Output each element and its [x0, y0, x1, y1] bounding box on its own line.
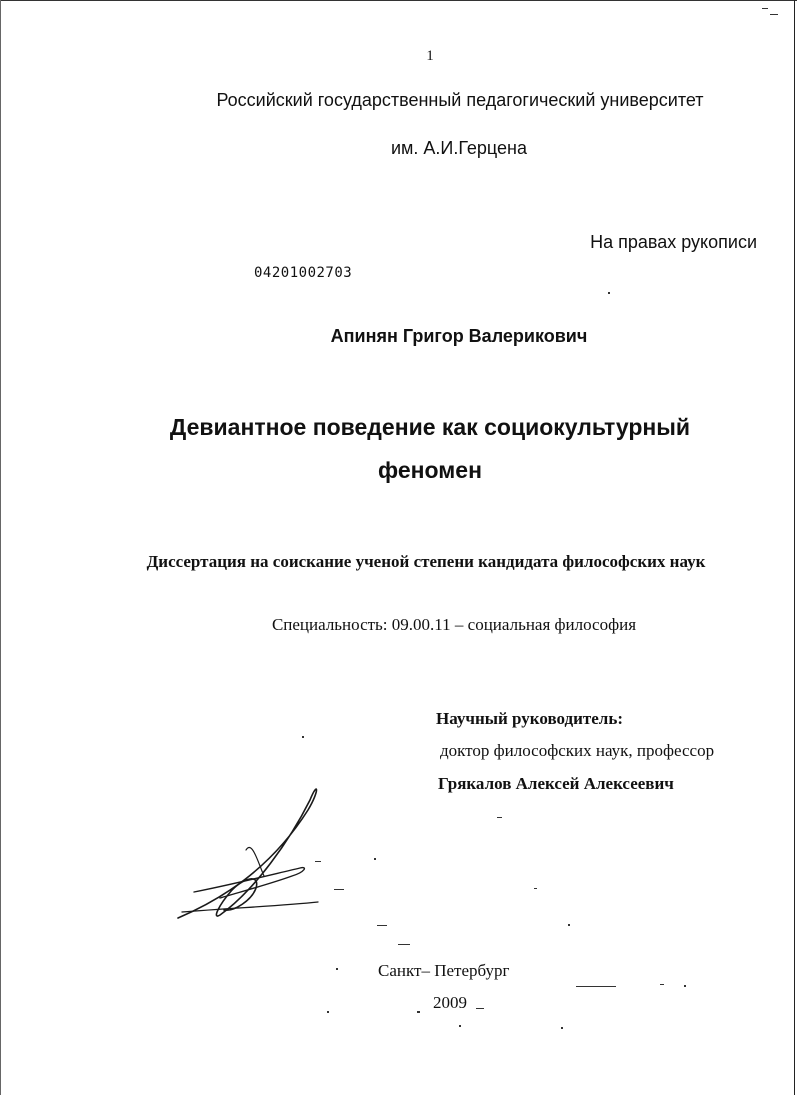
scan-speck	[497, 817, 502, 818]
scan-edge-right	[794, 0, 795, 1095]
scan-speck	[417, 1011, 420, 1013]
catalog-number: 04201002703	[254, 265, 353, 281]
scan-speck	[561, 1027, 563, 1029]
scan-edge-top	[0, 0, 797, 1]
scan-speck	[576, 986, 616, 987]
scan-speck	[336, 968, 338, 970]
scan-speck	[327, 1011, 329, 1013]
scan-speck	[459, 1025, 461, 1027]
scan-speck	[374, 858, 376, 860]
scan-speck	[762, 8, 768, 9]
handwritten-signature	[160, 780, 360, 930]
degree-statement: Диссертация на соискание ученой степени кандидата философских наук	[146, 552, 706, 571]
manuscript-rights-note: На правах рукописи	[590, 232, 757, 252]
scan-speck	[608, 292, 610, 294]
scan-speck	[315, 861, 321, 862]
page-number: 1	[426, 48, 434, 64]
university-name: Российский государственный педагогический университет	[216, 90, 704, 110]
advisor-degree: доктор философских наук, профессор	[440, 741, 715, 760]
scan-speck	[398, 944, 410, 945]
dissertation-title-line-2: феномен	[378, 457, 482, 483]
specialty: Специальность: 09.00.11 – социальная философия	[271, 615, 637, 634]
scan-speck	[770, 14, 778, 15]
scan-speck	[684, 985, 686, 987]
scan-speck	[568, 924, 570, 926]
scan-speck	[334, 889, 344, 890]
university-named-after: им. А.И.Герцена	[390, 138, 527, 158]
scan-speck	[377, 925, 387, 926]
advisor-label: Научный руководитель:	[436, 709, 623, 728]
scan-speck	[534, 888, 537, 889]
scan-speck	[660, 984, 664, 985]
author-name: Апинян Григор Валерикович	[330, 326, 588, 346]
city: Санкт– Петербург	[378, 961, 510, 980]
scan-edge-left	[0, 0, 1, 1095]
scan-speck	[302, 736, 304, 738]
dissertation-title-line-1: Девиантное поведение как социокультурный	[169, 414, 691, 440]
year: 2009	[433, 993, 467, 1012]
advisor-name: Грякалов Алексей Алексеевич	[438, 774, 674, 793]
scan-speck	[476, 1008, 484, 1009]
